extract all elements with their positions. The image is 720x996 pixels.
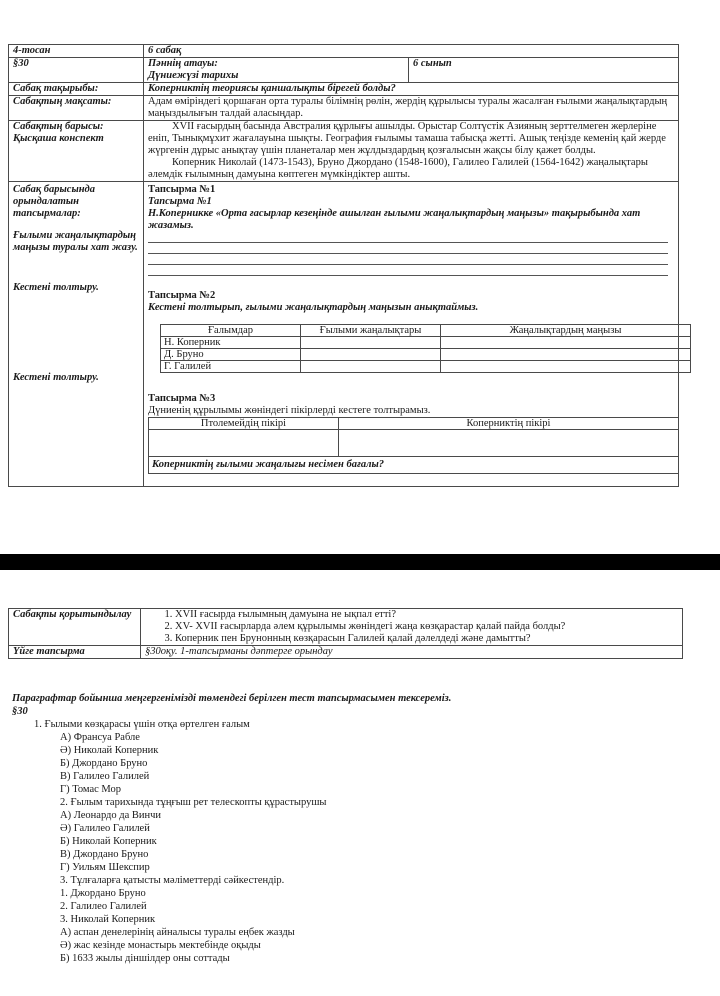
header-discoveries: Ғылыми жаңалықтары — [301, 325, 441, 337]
ptolemy-opinion-cell[interactable] — [149, 430, 339, 457]
writing-line[interactable] — [148, 232, 668, 243]
answer-option: А) аспан денелерінің айналысы туралы еңбек жазды — [60, 927, 295, 938]
row-conclusion — [9, 609, 683, 646]
task2-table-header — [161, 325, 691, 337]
answer-option: Б) 1633 жылы діншілдер оны соттады — [60, 953, 230, 964]
task1-title: Тапсырма №1 — [148, 184, 216, 195]
test-section — [12, 692, 692, 965]
goal-label: Сабақтың мақсаты: — [9, 96, 144, 121]
homework-label: Үйге тапсырма — [9, 646, 141, 659]
header-scientists: Ғалымдар — [161, 325, 301, 337]
task3-text: Дүниенің құрылымы жөніндегі пікірлерді кестеге толтырамыз. — [148, 405, 431, 416]
table-row — [149, 457, 679, 474]
row-quarter — [9, 45, 679, 58]
topic-text: Коперниктің теориясы қаншалықты бірегей болды? — [144, 83, 679, 96]
answer-option: Б) Джордано Бруно — [60, 758, 148, 769]
header-ptolemy: Птолемейдің пікірі — [149, 418, 339, 430]
fill-table-label-2: Кестені толтыру. — [13, 372, 99, 383]
row-homework — [9, 646, 683, 659]
answer-option: Ә) жас кезінде монастырь мектебінде оқыды — [60, 940, 261, 951]
answer-option: В) Джордано Бруно — [60, 849, 149, 860]
task3-footer-question: Коперниктің ғылыми жаңалығы несімен бағалы? — [149, 457, 679, 474]
conclusion-questions-cell — [141, 609, 683, 646]
significance-cell[interactable] — [441, 337, 691, 349]
answer-option: Б) Николай Коперник — [60, 836, 157, 847]
subject-cell — [144, 58, 409, 83]
conclusion-label: Сабақты қорытындылау — [9, 609, 141, 646]
matching-person: 2. Галилео Галилей — [60, 901, 147, 912]
matching-person: 1. Джордано Бруно — [60, 888, 146, 899]
task1-subtitle: Тапсырма №1 — [148, 196, 212, 207]
writing-line[interactable] — [148, 254, 668, 265]
scientist-name: Н. Коперник — [161, 337, 301, 349]
course-label-cell — [9, 121, 144, 182]
lesson-plan-table — [8, 44, 679, 487]
quarter-cell: 4-тосан — [9, 45, 144, 58]
paragraph-cell: §30 — [9, 58, 144, 83]
grade-cell: 6 сынып — [409, 58, 679, 83]
row-subject — [9, 58, 679, 83]
conclusion-question: 1. XVII ғасырда ғылымның дамуына не ықпал етті? — [175, 609, 678, 621]
summary-table — [8, 608, 683, 659]
subject-label: Пәннің атауы: — [148, 58, 218, 69]
scientist-name: Д. Бруно — [161, 349, 301, 361]
significance-cell[interactable] — [441, 349, 691, 361]
test-paragraph: §30 — [12, 706, 28, 717]
conclusion-question: 2. XV- XVII ғасырларда әлем құрылымы жөніндегі жаңа көзқарастар қалай пайда болды? — [175, 621, 678, 633]
letter-label: Ғылыми жаңалықтардың маңызы туралы хат жазу. — [13, 230, 138, 253]
task3-table — [148, 417, 679, 474]
discovery-cell[interactable] — [301, 349, 441, 361]
table-row — [161, 361, 691, 373]
answer-option: Г) Уильям Шекспир — [60, 862, 150, 873]
question-1: 1. Ғылыми көзқарасы үшін отқа өртелген ғалым — [34, 719, 250, 730]
summary-label: Қысқаша конспект — [13, 133, 104, 144]
answer-option: А) Франсуа Рабле — [60, 732, 140, 743]
tasks-cell — [144, 182, 679, 487]
matching-person: 3. Николай Коперник — [60, 914, 156, 925]
row-course — [9, 121, 679, 182]
answer-option: Г) Томас Мор — [60, 784, 121, 795]
homework-text: §30оқу. 1-тапсырманы дәптерге орындау — [141, 646, 683, 659]
summary-paragraph-1: XVII ғасырдың басында Австралия құрлығы ашылды. Орыстар Солтүстік Азияның зерттелмеген жерлеріне еніп, Тынықмұхит жағалауына шықты. География ғылымы тамаша табысқа жетті. Ашық теңізде кеменің қай жерде жүргенін дұрыс анықтау үшін планеталар мен жұлдыздардың қозғалысын жақсы білу қажет болды. — [148, 121, 666, 156]
subject-name: Дүниежүзі тарихы — [148, 70, 239, 81]
discovery-cell[interactable] — [301, 361, 441, 373]
question-2: 2. Ғылым тарихында тұңғыш рет телескопты құрастырушы — [60, 797, 327, 808]
task2-title: Тапсырма №2 — [148, 290, 216, 301]
page-separator — [0, 554, 720, 570]
significance-cell[interactable] — [441, 361, 691, 373]
task2-table — [160, 324, 691, 373]
course-label: Сабақтың барысы: — [13, 121, 104, 132]
question-3: 3. Тұлғаларға қатысты мәліметтерді сәйкестендір. — [60, 875, 285, 886]
answer-option: Ә) Николай Коперник — [60, 745, 159, 756]
row-tasks — [9, 182, 679, 487]
task2-text: Кестені толтырып, ғылыми жаңалықтардың маңызын анықтаймыз. — [148, 302, 479, 313]
header-copernicus: Коперниктің пікірі — [339, 418, 679, 430]
test-title: Параграфтар бойынша меңгергенімізді төмендегі берілген тест тапсырмасымен тексереміз. — [12, 693, 452, 704]
task3-title: Тапсырма №3 — [148, 393, 216, 404]
lesson-number-cell: 6 сабақ — [144, 45, 679, 58]
answer-option: В) Галилео Галилей — [60, 771, 150, 782]
table-row — [161, 349, 691, 361]
tasks-label: Сабақ барысында орындалатын тапсырмалар: — [13, 184, 96, 219]
answer-option: А) Леонардо да Винчи — [60, 810, 162, 821]
summary-page — [8, 608, 682, 659]
copernicus-opinion-cell[interactable] — [339, 430, 679, 457]
discovery-cell[interactable] — [301, 337, 441, 349]
lesson-plan-page — [8, 44, 678, 487]
task3-table-header — [149, 418, 679, 430]
summary-paragraph-2: Коперник Николай (1473-1543), Бруно Джордано (1548-1600), Галилео Галилей (1564-1642) жаңалықтары әлемдік ғылымның дамуына көптеген мүмкіндіктер ашты. — [148, 157, 648, 180]
row-goal — [9, 96, 679, 121]
table-row — [149, 430, 679, 457]
header-significance: Жаңалықтардың маңызы — [441, 325, 691, 337]
tasks-label-cell — [9, 182, 144, 487]
topic-label: Сабақ тақырыбы: — [9, 83, 144, 96]
table-row — [161, 337, 691, 349]
task1-text: Н.Коперникке «Орта ғасырлар кезеңінде ашылған ғылыми жаңалықтардың маңызы» тақырыбында хат жазамыз. — [148, 208, 641, 231]
row-topic — [9, 83, 679, 96]
conclusion-question: 3. Коперник пен Брунонның көзқарасын Галилей қалай дәлелдеді және дамытты? — [175, 633, 678, 645]
scientist-name: Г. Галилей — [161, 361, 301, 373]
summary-cell — [144, 121, 679, 182]
conclusion-questions — [145, 609, 678, 645]
writing-line[interactable] — [148, 243, 668, 254]
writing-line[interactable] — [148, 265, 668, 276]
goal-text: Адам өміріндегі қоршаған орта туралы білімнің рөлін, жердің құрылысы туралы жасалған ғылыми жаңалықтардың маңыздылығын талдай аласыңдар. — [144, 96, 679, 121]
answer-option: Ә) Галилео Галилей — [60, 823, 150, 834]
fill-table-label-1: Кестені толтыру. — [13, 282, 99, 293]
